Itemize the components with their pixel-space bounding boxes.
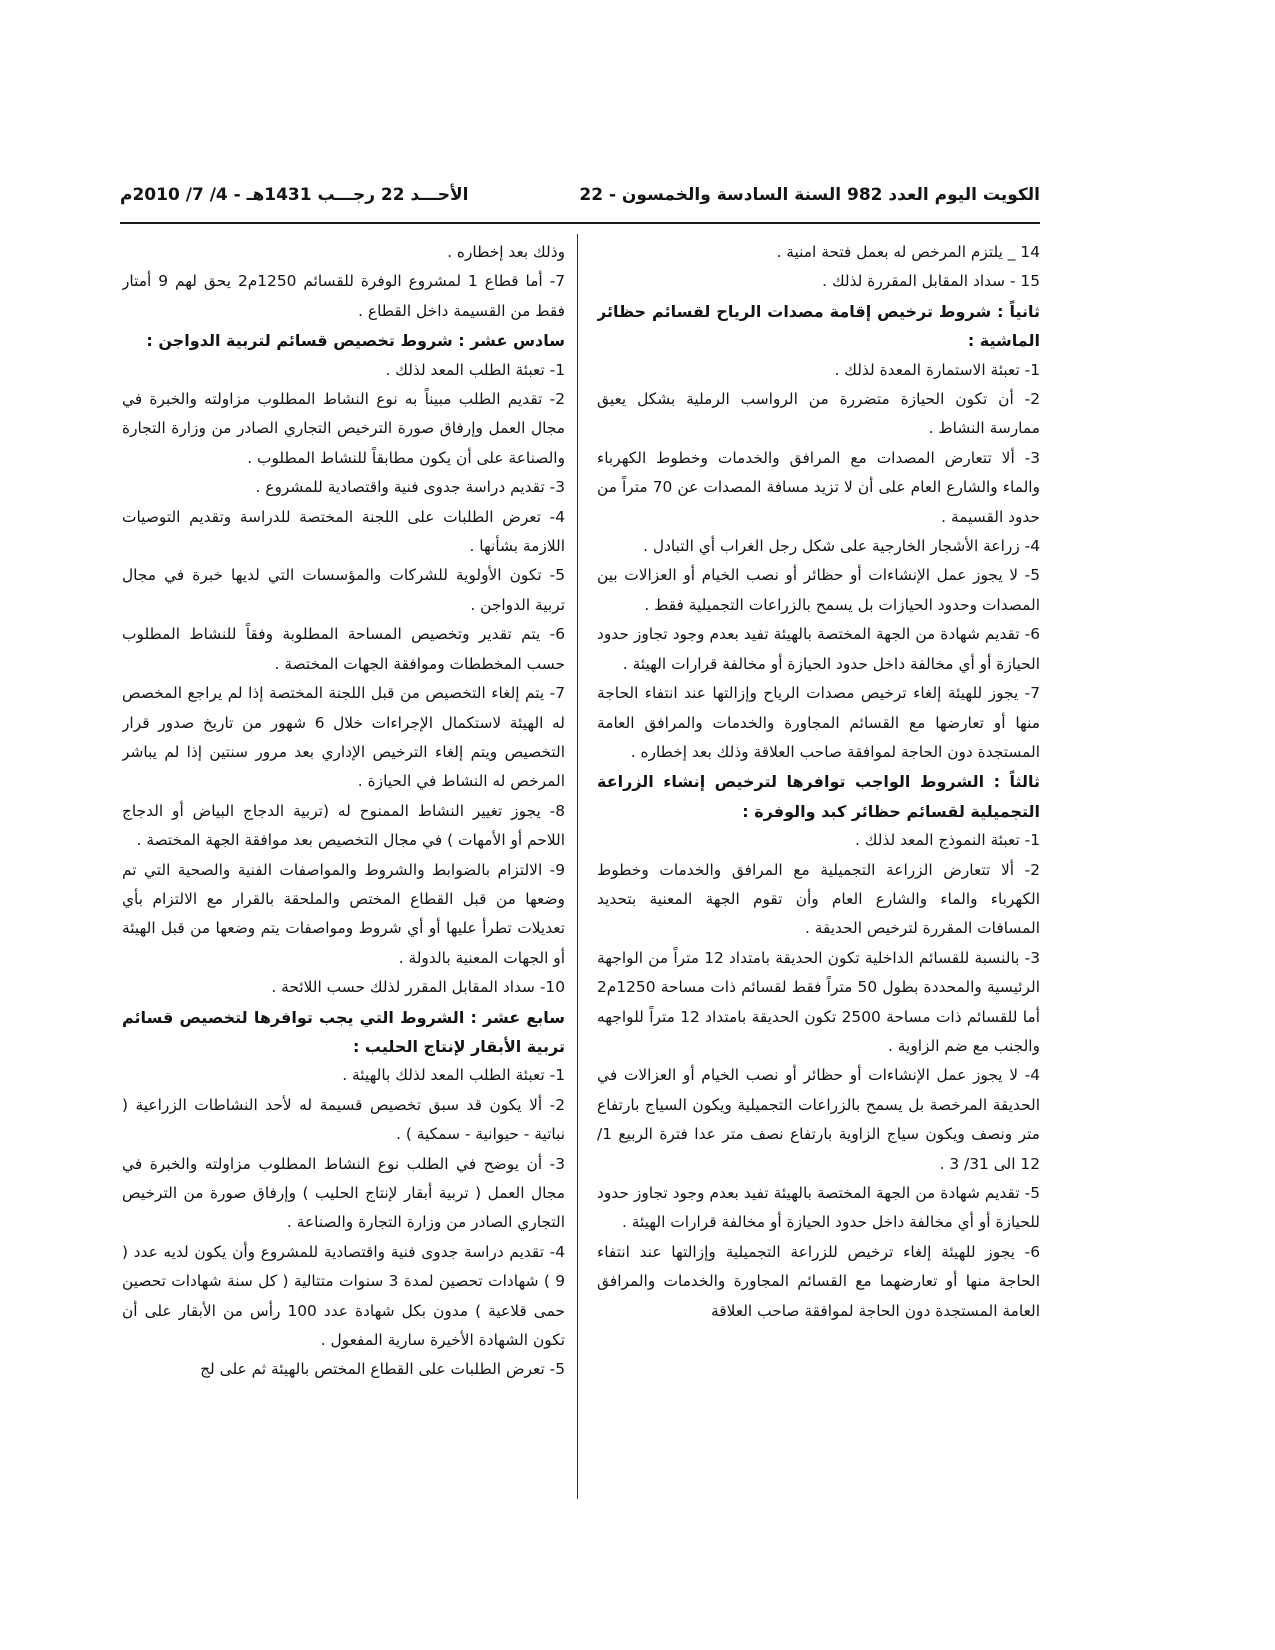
page-header xyxy=(120,185,1040,219)
header-rule xyxy=(120,222,1040,224)
paragraph: 2- تقديم الطلب مبيناً به نوع النشاط المطلوب مزاولته والخبرة في مجال العمل وإرفاق صورة الترخيص التجاري الصادر من وزارة التجارة والصناعة على أن يكون مطابقاً للنشاط المطلوب . xyxy=(122,390,565,467)
paragraph: 8- يجوز تغيير النشاط الممنوح له (تربية الدجاج البياض أو الدجاج اللاحم أو الأمهات ) في مجال التخصيص بعد موافقة الجهة المختصة . xyxy=(122,801,565,850)
paragraph: 3- بالنسبة للقسائم الداخلية تكون الحديقة بامتداد 12 متراً من الواجهة الرئيسية والمحددة بطول 50 متراً فقط لقسائم ذات مساحة 1250م2 أما للقسائم ذات مساحة 2500 تكون الحديقة بامتداد 12 متراً للواجهه والجنب مع ضم الزاوية . xyxy=(597,948,1040,1055)
section-heading: سابع عشر : الشروط التي يجب توافرها لتخصيص قسائم تربية الأبقار لإنتاج الحليب : xyxy=(122,1007,565,1056)
paragraph: 7- يتم إلغاء التخصيص من قبل اللجنة المختصة إذا لم يراجع المخصص له الهيئة لاستكمال الإجراءات خلال 6 شهور من تاريخ صدور قرار التخصيص ويتم إلغاء الترخيص الإداري بعد مرور سنتين إذا لم يباشر المرخص له النشاط في الحيازة . xyxy=(122,684,565,791)
paragraph: 4- لا يجوز عمل الإنشاءات أو حظائر أو نصب الخيام أو العزالات في الحديقة المرخصة بل يسمح بالزراعات التجميلية ويكون السياج بارتفاع متر ونصف ويكون سياج الزاوية بارتفاع نصف متر عدا فترة الربيع 1/ 12 الى 31/ 3 . xyxy=(597,1066,1040,1173)
paragraph: 7- يجوز للهيئة إلغاء ترخيص مصدات الرياح وإزالتها عند انتفاء الحاجة منها أو تعارضها مع القسائم المجاورة والخدمات والمرافق العامة المستجدة دون الحاجة لموافقة صاحب العلاقة وذلك بعد إخطاره . xyxy=(597,684,1040,761)
section-heading: ثالثاً : الشروط الواجب توافرها لترخيص إنشاء الزراعة التجميلية لقسائم حظائر كبد والوفرة : xyxy=(597,772,1040,821)
paragraph: 10- سداد المقابل المقرر لذلك حسب اللائحة . xyxy=(271,978,565,997)
paragraph: 5- تكون الأولوية للشركات والمؤسسات التي لديها خبرة في مجال تربية الدواجن . xyxy=(122,566,565,614)
paragraph: 6- تقديم شهادة من الجهة المختصة بالهيئة تفيد بعدم وجود تجاوز حدود الحيازة أو أي مخالفة داخل حدود الحيازة أو مخالفة قرارات الهيئة . xyxy=(597,625,1040,673)
header-issue-info: الكويت اليوم العدد 982 السنة السادسة والخمسون - 22 xyxy=(579,185,1040,205)
paragraph: وذلك بعد إخطاره . xyxy=(447,243,565,261)
paragraph: 7- أما قطاع 1 لمشروع الوفرة للقسائم 1250م2 يحق لهم 9 أمتار فقط من القسيمة داخل القطاع . xyxy=(122,272,565,320)
right-column xyxy=(597,238,1040,1498)
column-divider xyxy=(577,234,578,1499)
paragraph: 1- تعبئة الطلب المعد لذلك . xyxy=(385,360,565,379)
paragraph: 6- يجوز للهيئة إلغاء ترخيص للزراعة التجميلية وإزالتها عند انتفاء الحاجة منها أو تعارضهما مع القسائم المجاورة والخدمات والمرافق العامة المستجدة دون الحاجة لموافقة صاحب العلاقة xyxy=(597,1242,1040,1320)
paragraph: 5- لا يجوز عمل الإنشاءات أو حظائر أو نصب الخيام أو العزالات بين المصدات وحدود الحيازات بل يسمح بالزراعات التجميلية فقط . xyxy=(597,566,1040,614)
paragraph: 4- تعرض الطلبات على اللجنة المختصة للدراسة وتقديم التوصيات اللازمة بشأنها . xyxy=(122,507,565,556)
paragraph: 3- أن يوضح في الطلب نوع النشاط المطلوب مزاولته والخبرة في مجال العمل ( تربية أبقار لإنتاج الحليب ) وإرفاق صورة من الترخيص التجاري الصادر من وزارة التجارة والصناعة . xyxy=(122,1154,565,1232)
paragraph: 1- تعبئة الطلب المعد لذلك بالهيئة . xyxy=(342,1066,565,1085)
paragraph: 5- تعرض الطلبات على القطاع المختص بالهيئة ثم على لج xyxy=(200,1360,565,1379)
paragraph: 2- ألا يكون قد سبق تخصيص قسيمة له لأحد النشاطات الزراعية ( نباتية - حيوانية - سمكية ) . xyxy=(122,1095,565,1144)
header-date: الأحـــد 22 رجـــب 1431هـ - 4/ 7/ 2010م xyxy=(120,185,469,205)
paragraph: 1- تعبئة النموذج المعد لذلك . xyxy=(855,831,1040,850)
paragraph: 3- ألا تتعارض المصدات مع المرافق والخدمات وخطوط الكهرباء والماء والشارع العام على أن لا تزيد مسافة المصدات عن 70 متراً من حدود القسيمة . xyxy=(597,448,1040,526)
section-heading: ثانياً : شروط ترخيص إقامة مصدات الرياح لقسائم حظائر الماشية : xyxy=(597,301,1040,351)
paragraph: 5- تقديم شهادة من الجهة المختصة بالهيئة تفيد بعدم وجود تجاوز حدود للحيازة أو أي مخالفة داخل حدود الحيازة أو مخالفة قرارات الهيئة . xyxy=(597,1184,1040,1232)
paragraph: 4- تقديم دراسة جدوى فنية واقتصادية للمشروع وأن يكون لديه عدد ( 9 ) شهادات تحصين لمدة 3 سنوات متتالية ( كل سنة شهادات تحصين حمى قلاعية ) مدون بكل شهادة عدد 100 رأس من الأبقار على أن تكون الشهادة الأخيرة سارية المفعول . xyxy=(122,1242,565,1350)
paragraph: 2- ألا تتعارض الزراعة التجميلية مع المرافق والخدمات وخطوط الكهرباء والماء والشارع العام وأن تقوم الجهة المعنية بتحديد المسافات المقررة لترخيص الحديقة . xyxy=(597,860,1040,938)
section-heading: سادس عشر : شروط تخصيص قسائم لتربية الدواجن : xyxy=(146,331,565,351)
paragraph: 2- أن تكون الحيازة متضررة من الرواسب الرملية بشكل يعيق ممارسة النشاط . xyxy=(597,390,1040,438)
paragraph: 3- تقديم دراسة جدوى فنية واقتصادية للمشروع . xyxy=(255,478,565,497)
left-column xyxy=(122,238,565,1498)
paragraph: 9- الالتزام بالضوابط والشروط والمواصفات الفنية والصحية التي تم وضعها من قبل القطاع المختص والملحقة بالقرار مع الالتزام بأي تعديلات تطرأ عليها أو أي شروط ومواصفات يتم وضعها من قبل الهيئة أو الجهات المعنية بالدولة . xyxy=(122,860,565,967)
paragraph: 1- تعبئة الاستمارة المعدة لذلك . xyxy=(834,360,1040,379)
paragraph: 14 _ يلتزم المرخص له بعمل فتحة امنية . xyxy=(776,243,1040,261)
paragraph: 15 - سداد المقابل المقررة لذلك . xyxy=(822,272,1040,291)
paragraph: 6- يتم تقدير وتخصيص المساحة المطلوبة وفقاً للنشاط المطلوب حسب المخططات وموافقة الجهات المختصة . xyxy=(122,625,565,673)
paragraph: 4- زراعة الأشجار الخارجية على شكل رجل الغراب أي التبادل . xyxy=(643,537,1040,556)
